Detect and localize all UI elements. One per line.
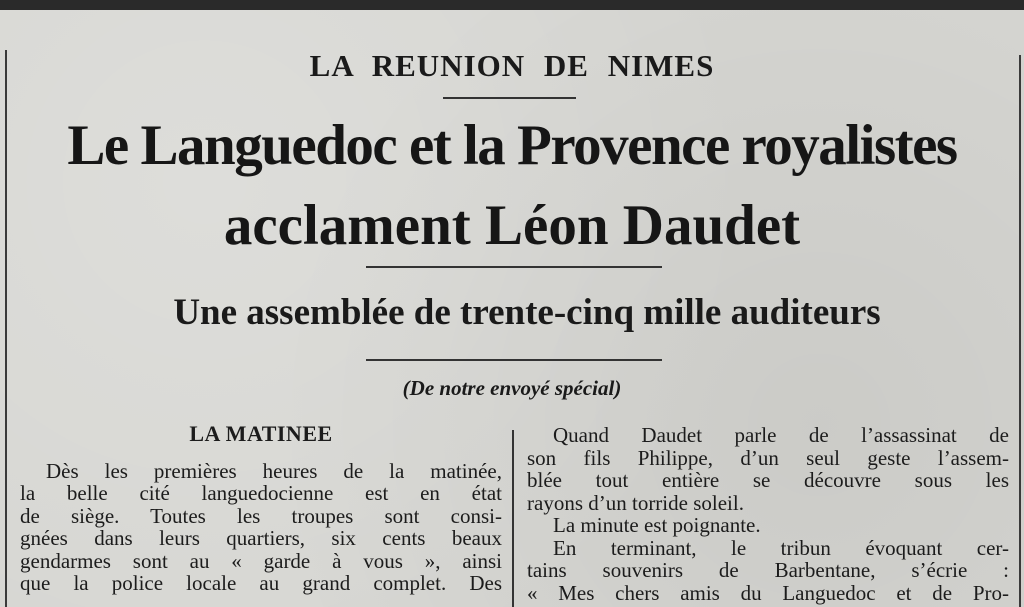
top-border-rule: [0, 0, 1024, 10]
text-line: de siège. Toutes les troupes sont consi-: [20, 503, 502, 528]
text-line: En terminant, le tribun évoquant cer-: [553, 535, 1009, 560]
byline: (De notre envoyé spécial): [402, 376, 622, 400]
section-title: LA MATINEE: [189, 421, 333, 446]
text-line: que la police locale au grand complet. Des: [20, 571, 502, 595]
article-column-right: [527, 420, 1009, 604]
headline-line-2: acclament Léon Daudet: [223, 194, 801, 257]
text-line: blée tout entière se découvre sous les: [527, 468, 1009, 492]
text-line: gendarmes sont au « garde à vous », ainsi: [20, 548, 502, 573]
divider-rule: [366, 359, 662, 361]
text-line: Dès les premières heures de la matinée,: [46, 458, 502, 483]
text-line: La minute est poignante.: [553, 513, 761, 537]
text-line: tains souvenirs de Barbentane, s’écrie :: [527, 558, 1009, 582]
column-divider: [512, 430, 514, 607]
text-line: la belle cité languedocienne est en état: [20, 481, 502, 505]
text-line: gnées dans leurs quartiers, six cents beaux: [20, 526, 502, 550]
text-line: « Mes chers amis du Languedoc et de Pro-: [527, 580, 1009, 605]
kicker-heading: LA REUNION DE NIMES: [309, 48, 715, 83]
text-line: rayons d’un torride soleil.: [527, 490, 744, 515]
article-column-left: [20, 420, 502, 595]
divider-rule: [366, 266, 662, 268]
subheadline: Une assemblée de trente-cinq mille auditeurs: [173, 292, 881, 333]
text-line: son fils Philippe, d’un seul geste l’assem-: [527, 445, 1009, 470]
text-line: Quand Daudet parle de l’assassinat de: [553, 423, 1009, 447]
headline-line-1: Le Languedoc et la Provence royalistes: [67, 114, 957, 177]
divider-rule: [443, 97, 576, 99]
